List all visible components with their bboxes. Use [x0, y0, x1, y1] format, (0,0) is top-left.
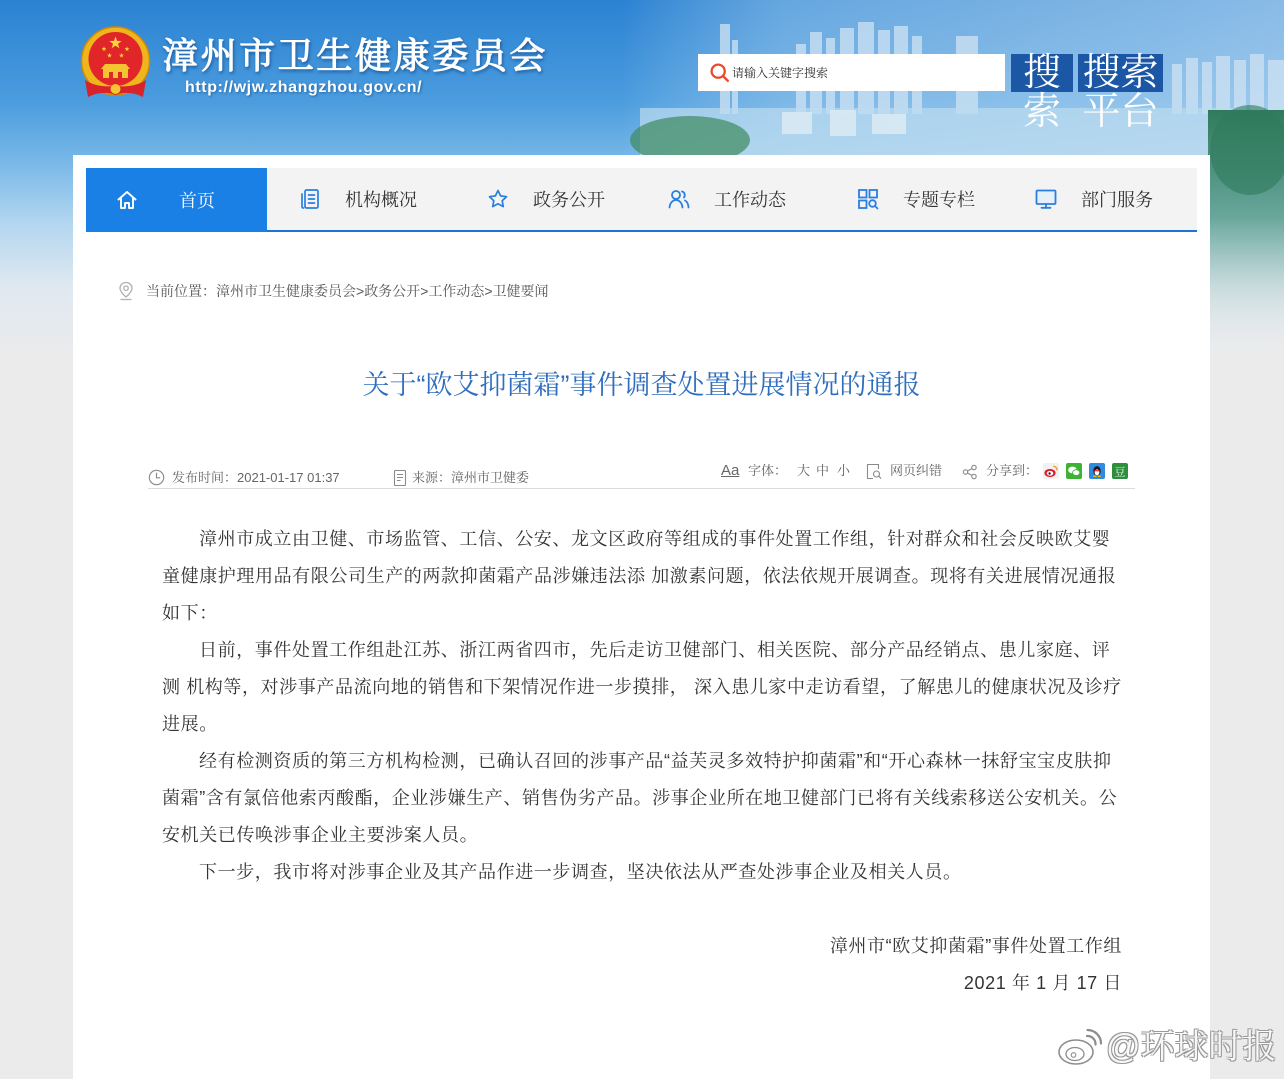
search-platform-label-line1: 搜索: [1082, 52, 1159, 94]
watermark-text: @环球时报: [1106, 1028, 1277, 1066]
breadcrumb-link-health-news[interactable]: 卫健要闻: [492, 283, 549, 299]
nav-item-institution-overview[interactable]: [267, 168, 455, 230]
breadcrumb-separator: >: [420, 283, 429, 299]
breadcrumb-link-government-affairs[interactable]: 政务公开: [364, 283, 421, 299]
site-title: 漳州市卫生健康委员会: [162, 35, 549, 76]
source-value: 漳州市卫健委: [451, 470, 530, 485]
paragraph-line: 进展。: [162, 714, 218, 734]
nav-item-government-affairs[interactable]: [455, 168, 636, 230]
search-input[interactable]: [732, 54, 997, 91]
source-label: 来源：: [412, 470, 452, 485]
breadcrumb-link-work-news[interactable]: 工作动态: [428, 283, 485, 299]
nav-item-label: 首页: [179, 191, 215, 211]
publish-time: [172, 469, 340, 487]
nav-item-label: 工作动态: [714, 190, 786, 210]
page-correction-link[interactable]: 网页纠错: [890, 463, 943, 478]
article-body: [162, 521, 1122, 1002]
breadcrumb-separator: >: [484, 283, 493, 299]
paragraph-line: 漳州市成立由卫健、市场监管、工信、公安、龙文区政府等组成的事件处置工作组，针对群众和社会反映欧艾婴: [199, 529, 1111, 549]
breadcrumb: [146, 281, 549, 301]
signature-date: 2021 年 1 月 17 日: [963, 973, 1122, 993]
paragraph-line: 测 机构等，对涉事产品流向地的销售和下架情况作进一步摸排， 深入患儿家中走访看望，了解患儿的健康状况及诊疗: [162, 677, 1122, 697]
nav-item-label: 部门服务: [1081, 190, 1153, 210]
weibo-logo-icon: [1057, 1027, 1103, 1067]
signature-org: 漳州市“欧艾抑菌霜”事件处置工作组: [829, 936, 1122, 956]
nav-item-home[interactable]: [86, 168, 267, 232]
douban-icon[interactable]: [1112, 463, 1128, 479]
national-emblem-icon: [79, 24, 152, 104]
document-list-icon: [298, 187, 322, 211]
grid-search-icon: [856, 187, 880, 211]
weibo-icon[interactable]: [1043, 463, 1059, 479]
breadcrumb-separator: >: [356, 283, 365, 299]
search-box[interactable]: [698, 54, 1005, 91]
font-size-icon: Aa: [721, 462, 740, 479]
douban-glyph: 豆: [1114, 465, 1126, 479]
share-icon: [962, 464, 978, 480]
font-size-label: 字体：: [748, 463, 788, 478]
article-title: 关于“欧艾抑菌霜”事件调查处置进展情况的通报: [362, 370, 921, 400]
content-panel: [73, 155, 1210, 1079]
nav-item-label: 机构概况: [345, 190, 417, 210]
wechat-icon[interactable]: [1066, 463, 1082, 479]
share-label: 分享到：: [986, 463, 1039, 478]
font-size-medium-button[interactable]: 中: [816, 463, 830, 478]
star-icon: [486, 187, 510, 211]
main-nav: [86, 168, 1197, 232]
font-size-large-button[interactable]: 大: [797, 463, 811, 478]
site-url: http://wjw.zhangzhou.gov.cn/: [185, 79, 423, 96]
source: [412, 469, 529, 487]
font-size-small-button[interactable]: 小: [837, 463, 851, 478]
paragraph-line: 童健康护理用品有限公司生产的两款抑菌霜产品涉嫌违法添 加激素问题，依法依规开展调查。现将有关进展情况通报: [162, 566, 1117, 586]
search-button[interactable]: [1011, 52, 1073, 133]
paragraph-line: 日前，事件处置工作组赴江苏、浙江两省四市，先后走访卫健部门、相关医院、部分产品经销点、患儿家庭、评: [199, 640, 1111, 660]
meta-divider: [148, 488, 1135, 489]
signature-block: [162, 928, 1122, 1002]
nav-item-special-topics[interactable]: [825, 168, 1003, 230]
monitor-icon: [1034, 187, 1058, 211]
publish-label: 发布时间：: [172, 470, 238, 485]
search-platform-button[interactable]: [1078, 52, 1163, 133]
qq-icon[interactable]: [1089, 463, 1105, 479]
location-pin-icon: [118, 281, 134, 301]
search-platform-label-line2: 平台: [1082, 91, 1159, 133]
nav-item-work-news[interactable]: [636, 168, 825, 230]
nav-item-label: 政务公开: [533, 190, 605, 210]
search-button-label-line2: 索: [1022, 91, 1061, 133]
paragraph-line: 下一步，我市将对涉事企业及其产品作进一步调查，坚决依法从严查处涉事企业及相关人员。: [199, 862, 962, 882]
paragraph-line: 经有检测资质的第三方机构检测，已确认召回的涉事产品“益芙灵多效特护抑菌霜”和“开心森林一抹舒宝宝皮肤抑: [199, 751, 1112, 771]
paragraph-line: 安机关已传唤涉事企业主要涉案人员。: [162, 825, 479, 845]
page-correction-icon[interactable]: [866, 463, 882, 480]
nav-item-department-services[interactable]: [1003, 168, 1197, 230]
breadcrumb-label: 当前位置：: [146, 283, 216, 299]
users-icon: [667, 187, 691, 211]
search-button-label-line1: 搜: [1022, 52, 1061, 94]
clock-icon: [148, 469, 165, 486]
publish-time-value: 2021-01-17 01:37: [237, 470, 340, 485]
source-document-icon: [393, 469, 407, 487]
paragraph-line: 如下：: [162, 603, 218, 623]
home-icon: [115, 188, 139, 212]
breadcrumb-link-home[interactable]: 漳州市卫生健康委员会: [216, 283, 356, 299]
paragraph-line: 菌霜”含有氯倍他索丙酸酯，企业涉嫌生产、销售伪劣产品。涉事企业所在地卫健部门已将有关线索移送公安机关。公: [162, 788, 1118, 808]
search-icon[interactable]: [709, 62, 730, 83]
nav-item-label: 专题专栏: [903, 190, 975, 210]
